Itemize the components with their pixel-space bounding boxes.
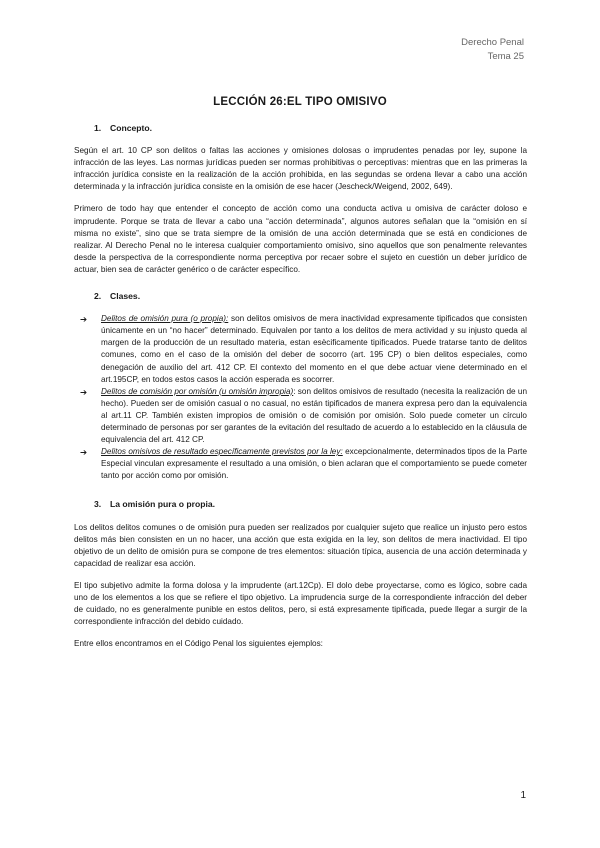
arrow-bullet-icon: ➔: [80, 314, 88, 325]
list-item-text: excepcionalmente, determinados tipos de la Parte Especial vinculan expresamente el resultado a una omisión, o bien aclaran que el comportamiento se puede cometer tanto por acción como por omisión.: [101, 447, 528, 481]
section-number: 2.: [94, 291, 102, 302]
header-topic: Tema 25: [487, 51, 524, 62]
clases-list: [74, 313, 527, 482]
page-number: 1: [520, 790, 526, 801]
arrow-bullet-icon: ➔: [80, 447, 88, 458]
header-subject: Derecho Penal: [461, 37, 524, 48]
document-body: [74, 122, 527, 660]
list-item-text: son delitos omisivos de mera inactividad expresamente tipificados que consisten únicamente en un “no hacer” determinado. Equivalen por tanto a los delitos de mera actividad y su injusto queda al margen de la producción de un resultado materia, estan esècificamente tipificados. Puede tratarse tanto de delitos comunes, como en el caso de la omisión del deber de socorro (art. 195 CP) o bien delitos especiales, como denegación de auxilio del art. 412 CP. El contexto del momento en el que debe actuar viene determinado en el art.195CP, en todos estos casos la acción esperada es socorrer.: [101, 314, 527, 384]
paragraph: El tipo subjetivo admite la forma dolosa y la imprudente (art.12Cp). El dolo debe proyectarse, como es lógico, sobre cada uno de los elementos a los que se refiere el tipo objetivo. La imprudencia surge de la correspondiente infracción del deber de cuidado, no es generalmente punible en estos delitos, pero, si está expresamente tipificada, puede llegar a surgir de la correspondiente infracción del debido cuidado.: [74, 580, 527, 627]
section-title: Concepto.: [110, 123, 153, 133]
section-number: 1.: [94, 123, 102, 133]
arrow-bullet-icon: ➔: [80, 386, 88, 397]
section-title: La omisión pura o propia.: [110, 499, 216, 510]
term: Delitos de comisión por omisión (u omisión impropia): [101, 386, 294, 396]
section-title: Clases.: [110, 291, 141, 302]
list-item: [74, 386, 527, 446]
section-heading-clases: [94, 290, 527, 302]
list-item: [74, 313, 527, 386]
section-heading-concepto: [94, 122, 527, 134]
section-number: 3.: [94, 499, 102, 510]
section-heading-omision-pura: [94, 498, 527, 510]
paragraph: Los delitos delitos comunes o de omisión pura pueden ser realizados por cualquier sujeto que realice un injusto pero estos delitos más bien consisten en un no hacer, una acción que esta exigida en la ley, son delitos de mera inactividad. El tipo objetivo de un delito de omisión pura se compone de tres elementos: situación típica, ausencia de una acción determinada y capacidad de realizar esa acción.: [74, 522, 527, 568]
page-header: [461, 36, 524, 64]
term: Delitos de omisión pura (o propia):: [101, 314, 229, 324]
list-item-text: : son delitos omisivos de resultado (necesita la realización de un hecho). Pueden ser de omisión casual o no casual, no están tipificados de manera expresa pero dan la equivalencia al art.11 CP. También existen impropios de omisión o de comisión por omisión. Solo puede cometer un círculo determinado de personas por ser garantes de la evitación del resultado de acuerdo a lo establecido en la cláusula de equivalencia del art. 412 CP.: [101, 386, 527, 445]
paragraph: Según el art. 10 CP son delitos o faltas las acciones y omisiones dolosas o imprudentes penadas por ley, supone la infracción de las leyes. Las normas jurídicas pueden ser normas prohibitivas o perceptivas: mientras que en las primeras la infracción jurídica consiste en la realización de la acción prohibida, en las segundas se ordena llevar a cabo una acción determinada y la infracción jurídica consiste en la omisión de ese hacer (Jescheck/Weigend, 2002, 649).: [74, 146, 527, 192]
term: Delitos omisivos de resultado específicamente previstos por la ley:: [101, 447, 343, 457]
paragraph: Entre ellos encontramos en el Código Penal los siguientes ejemplos:: [74, 639, 323, 649]
lesson-title: LECCIÓN 26:EL TIPO OMISIVO: [213, 96, 387, 108]
paragraph: Primero de todo hay que entender el concepto de acción como una conducta activa u omisiva de carácter doloso e imprudente. Porque se trata de llevar a cabo una “acción determinada”, algunos autores señalan que la “omisión en sí misma no existe”, sino que se trata siempre de la omisión de una acción determinada que se está en condiciones de realizar. Al Derecho Penal no le interesa cualquier comportamiento omisivo, sino aquellos que son penalmente relevantes desde la perspectiva de la correspondiente norma perceptiva por recaer sobre el sujeto en cuestión un deber jurídico de actuar, bien sea de carácter genérico o de carácter específico.: [74, 204, 527, 274]
list-item: [74, 446, 527, 482]
